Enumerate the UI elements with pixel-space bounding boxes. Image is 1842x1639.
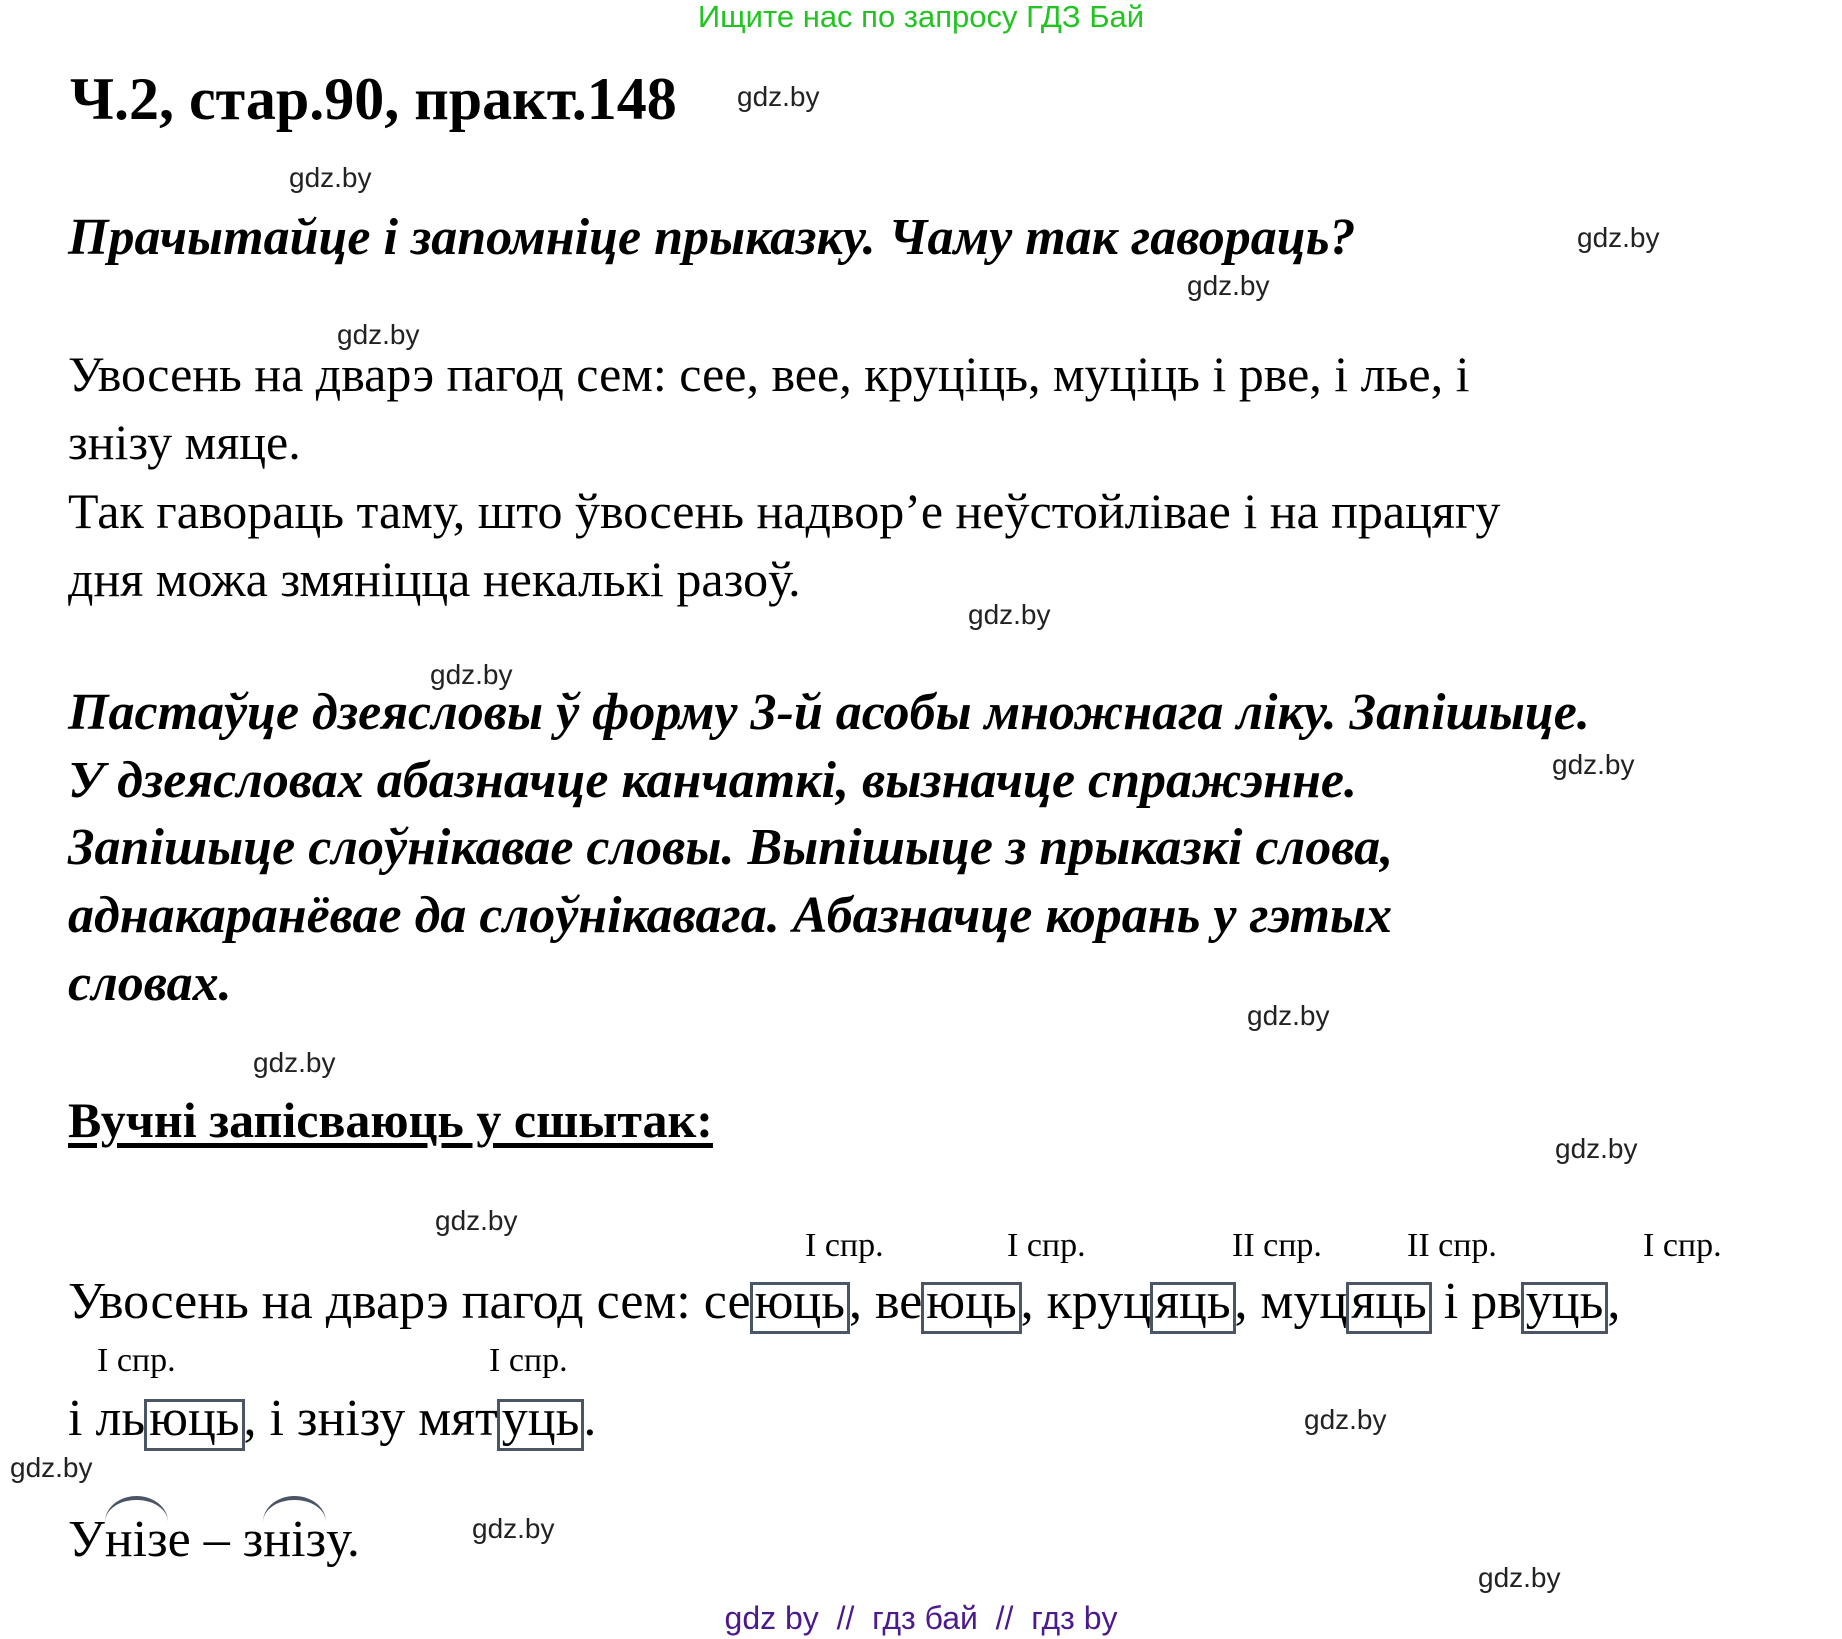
task-1-instruction: Прачытайце і запомніце прыказку. Чаму так гавораць? bbox=[68, 209, 1356, 266]
verb-stem: ве bbox=[874, 1273, 923, 1330]
watermark: gdz.by bbox=[472, 1513, 555, 1544]
watermark: gdz.by bbox=[337, 319, 420, 350]
conjugation-label: II спр. bbox=[1232, 1227, 1322, 1264]
root-arc-icon bbox=[263, 1496, 326, 1522]
separator: , bbox=[1607, 1273, 1621, 1330]
answer-line-2 bbox=[68, 1389, 596, 1449]
period: . bbox=[346, 1511, 360, 1568]
watermark: gdz.by bbox=[430, 659, 513, 690]
root: ніз bbox=[263, 1511, 327, 1568]
watermark: gdz.by bbox=[1247, 1000, 1330, 1031]
verb-stem: се bbox=[703, 1273, 751, 1330]
proverb-line-2: знізу мяце. bbox=[68, 414, 301, 470]
answer-prefix: і ль bbox=[68, 1390, 146, 1447]
word-suffix: е bbox=[167, 1511, 191, 1568]
ending-box bbox=[1521, 1273, 1609, 1334]
root: ніз bbox=[104, 1511, 168, 1568]
task-2-line-1: Пастаўце дзеясловы ў форму 3-й асобы множнага ліку. Запішыце. bbox=[68, 684, 1590, 741]
separator: , bbox=[1234, 1273, 1261, 1330]
ending-box bbox=[750, 1273, 850, 1334]
watermark: gdz.by bbox=[1478, 1562, 1561, 1593]
root-arc-icon bbox=[105, 1496, 168, 1522]
ending-box bbox=[1346, 1273, 1431, 1334]
separator: , bbox=[1020, 1273, 1047, 1330]
answer-line-1 bbox=[68, 1272, 1620, 1332]
verb-ending: яць bbox=[1155, 1273, 1231, 1330]
watermark: gdz.by bbox=[10, 1452, 93, 1483]
verb-stem: круц bbox=[1046, 1273, 1152, 1330]
task-2-line-3: Запішыце слоўнікавае словы. Выпішыце з прыказкі слова, bbox=[68, 819, 1394, 876]
explanation-line-2: дня можа змяніцца некалькі разоў. bbox=[68, 551, 801, 607]
conjugation-label: I спр. bbox=[489, 1342, 568, 1379]
root-marked bbox=[263, 1510, 326, 1570]
footer-links: gdz by // гдз бай // гдз by bbox=[724, 1600, 1118, 1636]
verb-ending: яць bbox=[1351, 1273, 1427, 1330]
proverb-line-1: Увосень на дварэ пагод сем: сее, вее, круціць, муціць і рве, і лье, і bbox=[68, 346, 1470, 402]
ending-box bbox=[497, 1390, 585, 1451]
verb-stem: муц bbox=[1260, 1273, 1348, 1330]
word-prefix: У bbox=[68, 1511, 105, 1568]
root-line bbox=[68, 1510, 360, 1570]
watermark: gdz.by bbox=[1552, 749, 1635, 780]
verb-ending: юць bbox=[754, 1273, 845, 1330]
ending-box bbox=[144, 1390, 244, 1451]
verb-stem: рв bbox=[1471, 1273, 1522, 1330]
conjugation-label: II спр. bbox=[1407, 1227, 1497, 1264]
watermark: gdz.by bbox=[1187, 270, 1270, 301]
conjugation-label: I спр. bbox=[1007, 1227, 1086, 1264]
conjugation-label: I спр. bbox=[97, 1342, 176, 1379]
explanation-line-1: Так гавораць таму, што ўвосень надвор’е неўстойлівае і на працягу bbox=[68, 483, 1501, 539]
task-2-line-5: словах. bbox=[68, 955, 232, 1012]
watermark: gdz.by bbox=[968, 599, 1051, 630]
ending-box bbox=[1150, 1273, 1235, 1334]
watermark: gdz.by bbox=[435, 1205, 518, 1236]
root-marked bbox=[105, 1510, 168, 1570]
separator: , bbox=[848, 1273, 875, 1330]
watermark: gdz.by bbox=[253, 1047, 336, 1078]
notebook-heading: Вучні запісваюць у сшытак: bbox=[68, 1092, 713, 1148]
verb-ending: юць bbox=[926, 1273, 1017, 1330]
separator: і bbox=[1430, 1273, 1472, 1330]
dash: – bbox=[190, 1511, 243, 1568]
task-2-line-4: аднакаранёвае да слоўнікавага. Абазначце корань у гэтых bbox=[68, 887, 1393, 944]
separator: . bbox=[583, 1390, 597, 1447]
verb-ending: уць bbox=[501, 1390, 580, 1447]
conjugation-label: I спр. bbox=[805, 1227, 884, 1264]
watermark: gdz.by bbox=[737, 81, 820, 112]
separator: , і знізу мят bbox=[243, 1390, 498, 1447]
search-banner: Ищите нас по запросу ГДЗ Бай bbox=[697, 0, 1145, 34]
page-title: Ч.2, стар.90, практ.148 bbox=[70, 66, 677, 132]
ending-box bbox=[921, 1273, 1021, 1334]
conjugation-label: I спр. bbox=[1643, 1227, 1722, 1264]
watermark: gdz.by bbox=[1577, 222, 1660, 253]
task-2-line-2: У дзеясловах абазначце канчаткі, вызначце спражэнне. bbox=[68, 752, 1357, 809]
verb-ending: уць bbox=[1525, 1273, 1604, 1330]
word-prefix: з bbox=[242, 1511, 264, 1568]
watermark: gdz.by bbox=[289, 162, 372, 193]
watermark: gdz.by bbox=[1304, 1404, 1387, 1435]
word-suffix: у bbox=[326, 1511, 347, 1568]
verb-ending: юць bbox=[149, 1390, 240, 1447]
answer-prefix: Увосень на дварэ пагод сем: bbox=[68, 1273, 704, 1330]
watermark: gdz.by bbox=[1555, 1133, 1638, 1164]
